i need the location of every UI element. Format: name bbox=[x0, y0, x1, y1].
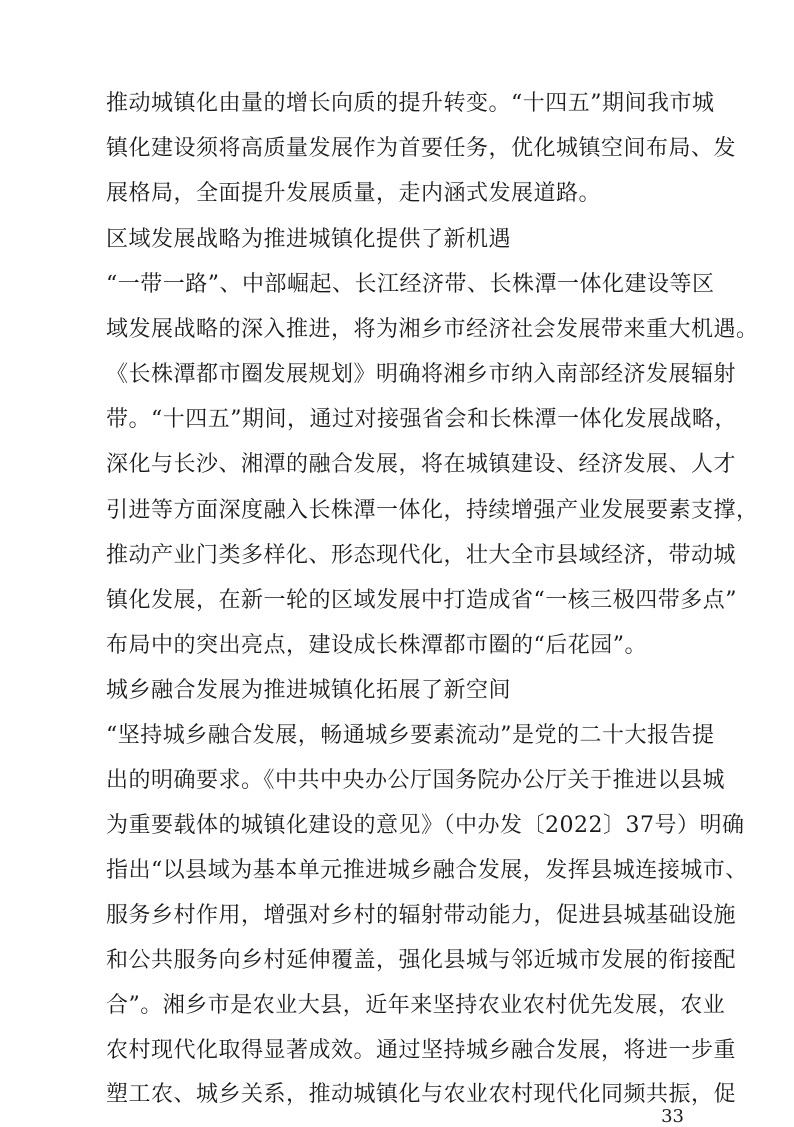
section-heading: 区域发展战略为推进城镇化提供了新机遇 bbox=[106, 227, 512, 252]
section-heading: 城乡融合发展为推进城镇化拓展了新空间 bbox=[106, 678, 512, 703]
body-line: 合”。湘乡市是农业大县，近年来坚持农业农村优先发展，农业 bbox=[106, 993, 726, 1018]
body-line: 塑工农、城乡关系，推动城镇化与农业农村现代化同频共振，促 bbox=[106, 1082, 737, 1107]
body-line: 镇化发展，在新一轮的区域发展中打造成省“一核三极四带多点” bbox=[106, 588, 737, 613]
body-line: 展格局，全面提升发展质量，走内涵式发展道路。 bbox=[106, 181, 602, 206]
body-line: 和公共服务向乡村延伸覆盖，强化县城与邻近城市发展的衔接配 bbox=[106, 948, 737, 973]
body-line: 域发展战略的深入推进，将为湘乡市经济社会发展带来重大机遇。 bbox=[106, 317, 759, 342]
body-line: 服务乡村作用，增强对乡村的辐射带动能力，促进县城基础设施 bbox=[106, 903, 737, 928]
body-line: 出的明确要求。《中共中央办公厅国务院办公厅关于推进以县城 bbox=[106, 768, 726, 793]
body-line: 指出“以县域为基本单元推进城乡融合发展，发挥县城连接城市、 bbox=[106, 858, 748, 883]
body-line: “一带一路”、中部崛起、长江经济带、长株潭一体化建设等区 bbox=[106, 272, 715, 297]
page-number: 33 bbox=[661, 1106, 684, 1127]
body-line: 农村现代化取得显著成效。通过坚持城乡融合发展，将进一步重 bbox=[106, 1038, 737, 1063]
body-line: 《长株潭都市圈发展规划》明确将湘乡市纳入南部经济发展辐射 bbox=[106, 362, 737, 387]
body-line: 深化与长沙、湘潭的融合发展，将在城镇建设、经济发展、人才 bbox=[106, 452, 737, 477]
body-line: 镇化建设须将高质量发展作为首要任务，优化城镇空间布局、发 bbox=[106, 136, 737, 161]
body-line: 引进等方面深度融入长株潭一体化，持续增强产业发展要素支撑， bbox=[106, 498, 759, 523]
body-line: 推动城镇化由量的增长向质的提升转变。“十四五”期间我市城 bbox=[106, 91, 715, 116]
body-line: “坚持城乡融合发展，畅通城乡要素流动”是党的二十大报告提 bbox=[106, 723, 715, 748]
body-line: 推动产业门类多样化、形态现代化，壮大全市县域经济，带动城 bbox=[106, 543, 737, 568]
body-line: 带。“十四五”期间，通过对接强省会和长株潭一体化发展战略， bbox=[106, 407, 737, 432]
body-line: 为重要载体的城镇化建设的意见》（中办发〔2022〕37号）明确 bbox=[106, 813, 745, 838]
body-line: 布局中的突出亮点，建设成长株潭都市圈的“后花园”。 bbox=[106, 633, 647, 658]
